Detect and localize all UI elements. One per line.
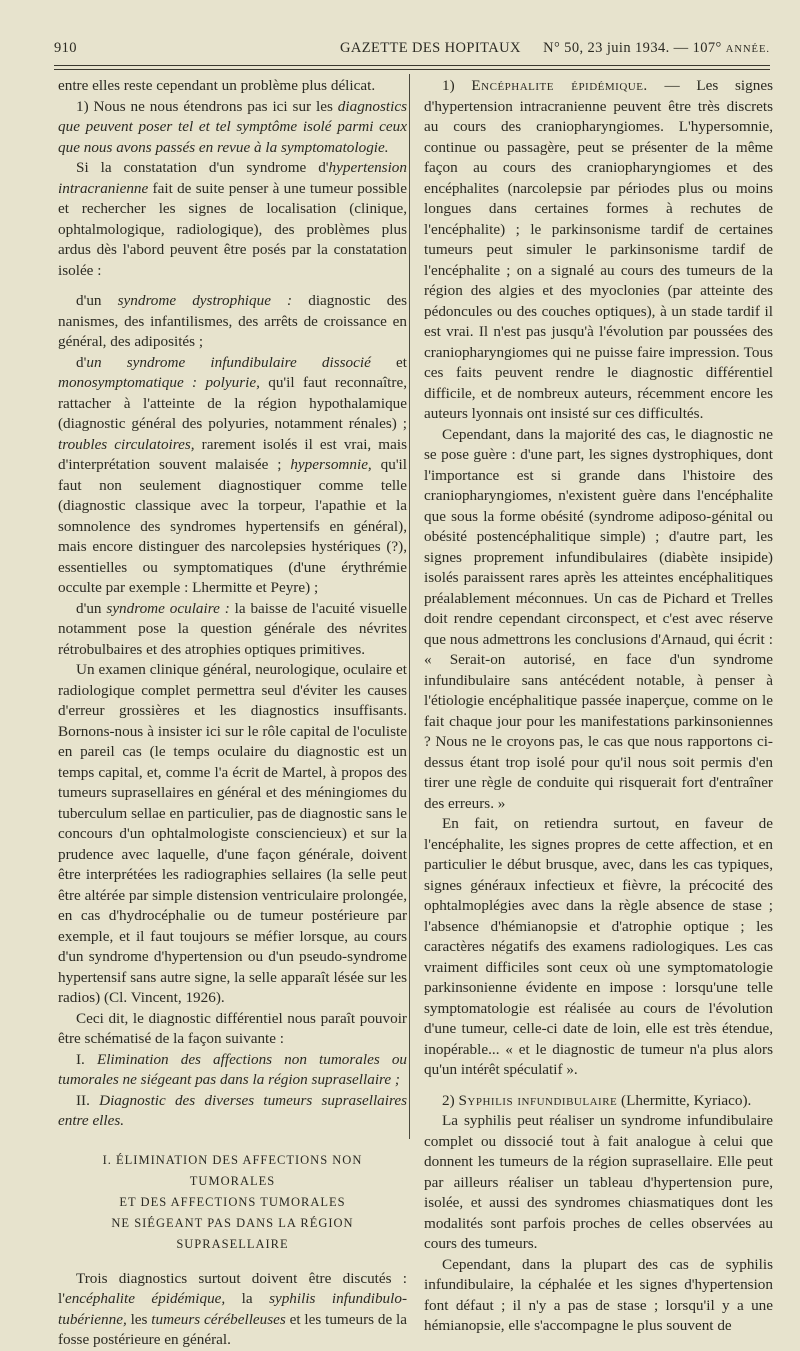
issue-date: N° 50, 23 juin 1934. — 107° [543,40,722,56]
left-column [58,76,408,1348]
paragraph: 2) Syphilis infundibulaire (Lhermitte, Kyriaco). [442,1091,752,1109]
running-header [54,40,770,62]
paragraph: Un examen clinique général, neurologique, oculaire et radiologique complet permettra seul d'éviter les causes d'erreur grossières et les diagnostics insuffisants. Bornons-nous à insister ici sur le rôle capital de l'oculiste en pareil cas (le temps oculaire du diagnostic est un temps capital, et, comme l'a écrit de Martel, à propos des tumeurs suprasellaires en général et des méningiomes du tuberculum sellae en particulier, pas de diagnostic sans le concours d'un ophtalmologiste consciencieux) et sur la prudence avec laquelle, d'une façon générale, doivent être interprétées les radiographies sellaires (la selle peut être altérée par simple distension ventriculaire prolongée, en cas d'hydrocéphalie ou de tumeur postérieure par exemple, et il faut toujours se méfier lorsque, au cours d'un syndrome d'hypertension ou d'un pseudo-syndrome hypertensif sans autre signe, la selle apparaît lésée sur les radios) (Cl. Vincent, 1926). [58,661,407,1006]
outline-item: II. Diagnostic des diverses tumeurs suprasellaires entre elles. [58,1091,407,1129]
paragraph: entre elles reste cependant un problème plus délicat. [58,77,376,94]
paragraph: En fait, on retiendra surtout, en faveur de l'encéphalite, les signes propres de cette affection, et en particulier le début brusque, avec, dans les cas typiques, signes généraux infectieux et fièvre, la précocité des ophtalmoplégies avec dans la règle absence de stase ; l'absence d'hémianopsie et d'atrophie optique ; les caractères négatifs des examens radiologiques. Les cas vraiment difficiles sont ceux où une symptomatologie parkinsonienne évidente en impose : lorsqu'une telle symptomatologie est réalisée au cours de l'évolution d'une tumeur, celle-ci date de loin, elle est très étendue, inopérable... « et le diagnostic de tumeur n'a plus alors qu'un intérêt spéculatif ». [424,815,773,1078]
paragraph: 1) Encéphalite épidémique. — Les signes d'hypertension intracranienne peuvent être très discrets au cours des craniopharyngiomes. L'hypersomnie, continue ou passagère, peut se présenter de la même façon au cours des craniopharyngiomes et des encéphalites (narcolepsie par périodes plus ou moins longues dans certaines formes à rechutes de l'encéphalite) ; le parkinsonisme tardif de certaines tumeurs peut simuler le parkinsonisme tardif de l'encéphalite ; on a signalé au cours des tumeurs de la région des algies et des myoclonies (par atteinte des pédoncules ou des couches optiques), à un stade tardif il est vrai. Il n'est pas jusqu'à l'évolution par poussées des craniopharyngiomes qui ne puisse faire impression. Tous ces faits peuvent rendre le diagnostic différentiel difficile, et de nombreux auteurs, récemment encore les auteurs lyonnais ont insisté sur ces difficultés. [424,77,773,422]
paragraph: 1) Nous ne nous étendrons pas ici sur les diagnostics que peuvent poser tel et tel symptôme isolé parmi ceux que nous avons passés en revue à la symptomatologie. [58,97,407,156]
page-number: 910 [54,40,77,56]
issue-year-label: ANNÉE. [725,44,770,55]
header-rule-top [54,65,770,66]
paragraph: Trois diagnostics surtout doivent être discutés : l'encéphalite épidémique, la syphilis infundibulo-tubérienne, les tumeurs cérébelleuses et les tumeurs de la fosse postérieure en général. [58,1269,407,1348]
paragraph: Cependant, dans la majorité des cas, le diagnostic ne se pose guère : d'une part, les signes dystrophiques, dont l'importance est si grande dans l'histoire des craniopharyngiomes, n'existent guère dans l'encéphalite que sous la forme obésité (syndrome adiposo-génital ou obésité postencéphalitique simple) ; d'autre part, les signes proprement infundibulaires (diabète insipide) isolés paraissent rares après les atteintes encéphalitiques préalablement méconnues. Un cas de Pichard et Trelles doit rendre cependant circonspect, et c'est avec réserve que nous admettrons les conclusions d'Arnaud, qui écrit : « Serait-on autorisé, en face d'un syndrome infundibulaire sans antécédent notable, à penser à l'étiologie encéphalitique passée inaperçue, comme on le fait chaque jour pour les manifestations parkinsoniennes ? Nous ne le croyons pas, le cas que nous rapportons ci-dessus étant trop isolé pour qu'il nous soit permis d'en tirer une règle de conduite qui risquerait fort d'entraîner des erreurs. » [424,425,773,812]
journal-title: GAZETTE DES HOPITAUX [340,40,521,56]
paragraph: La syphilis peut réaliser un syndrome infundibulaire complet ou dissocié tout à fait analogue à celui que donnent les tumeurs de la région suprasellaire. Elle peut par ailleurs réaliser un tableau d'hypertension pure, isolée, et aussi des syndromes chiasmatiques dont les modalités sont parfois proches de celles observées au cours des tumeurs. [424,1112,773,1252]
outline-item: I. Elimination des affections non tumorales ou tumorales ne siégeant pas dans la région suprasellaire ; [58,1050,408,1088]
section-heading: I. ÉLIMINATION DES AFFECTIONS NON TUMORALES ET DES AFFECTIONS TUMORALES NE SIÉGEANT PAS DANS LA RÉGION SUPRASELLAIRE [102,1152,363,1251]
header-rule-bottom [54,69,770,70]
paragraph: d'un syndrome infundibulaire dissocié et monosymptomatique : polyurie, qu'il faut reconnaître, rattacher à l'atteinte de la région hypothalamique (diagnostic général des polyuries, notamment rénales) ; troubles circulatoires, rarement isolés il est vrai, mais d'interprétation souvent malaisée ; hypersomnie, qu'il faut non seulement diagnostiquer comme telle (diagnostic classique avec la torpeur, l'apathie et la somnolence des syndromes hypertensifs en général), mais encore distinguer des narcolepsies hystériques (?), essentielles ou symptomatiques (d'une érythrémie occulte par exemple : Lhermitte et Peyre) ; [58,353,407,596]
paragraph: d'un syndrome oculaire : la baisse de l'acuité visuelle notamment pose la question générale des névrites rétrobulbaires et des atrophies optiques primitives. [58,599,407,658]
paragraph: Ceci dit, le diagnostic différentiel nous paraît pouvoir être schématisé de la façon suivante : [58,1009,407,1047]
column-divider [409,74,410,1139]
paragraph: Si la constatation d'un syndrome d'hypertension intracranienne fait de suite penser à une tumeur possible et rechercher les signes de localisation (clinique, ophtalmologique, radiologique), des problèmes plus ardus dès l'abord peuvent être posés par la constatation isolée : [58,159,407,279]
paragraph: Cependant, dans la plupart des cas de syphilis infundibulaire, la céphalée et les signes d'hypertension font défaut ; il n'y a pas de stase ; lorsqu'il y a une hémianopsie, elle s'accompagne le plus souvent de [424,1255,773,1334]
paragraph: d'un syndrome dystrophique : diagnostic des nanismes, des infantilismes, des arrêts de croissance en général, des adiposités ; [58,292,407,350]
issue-info [543,40,770,57]
right-column [424,76,773,1334]
